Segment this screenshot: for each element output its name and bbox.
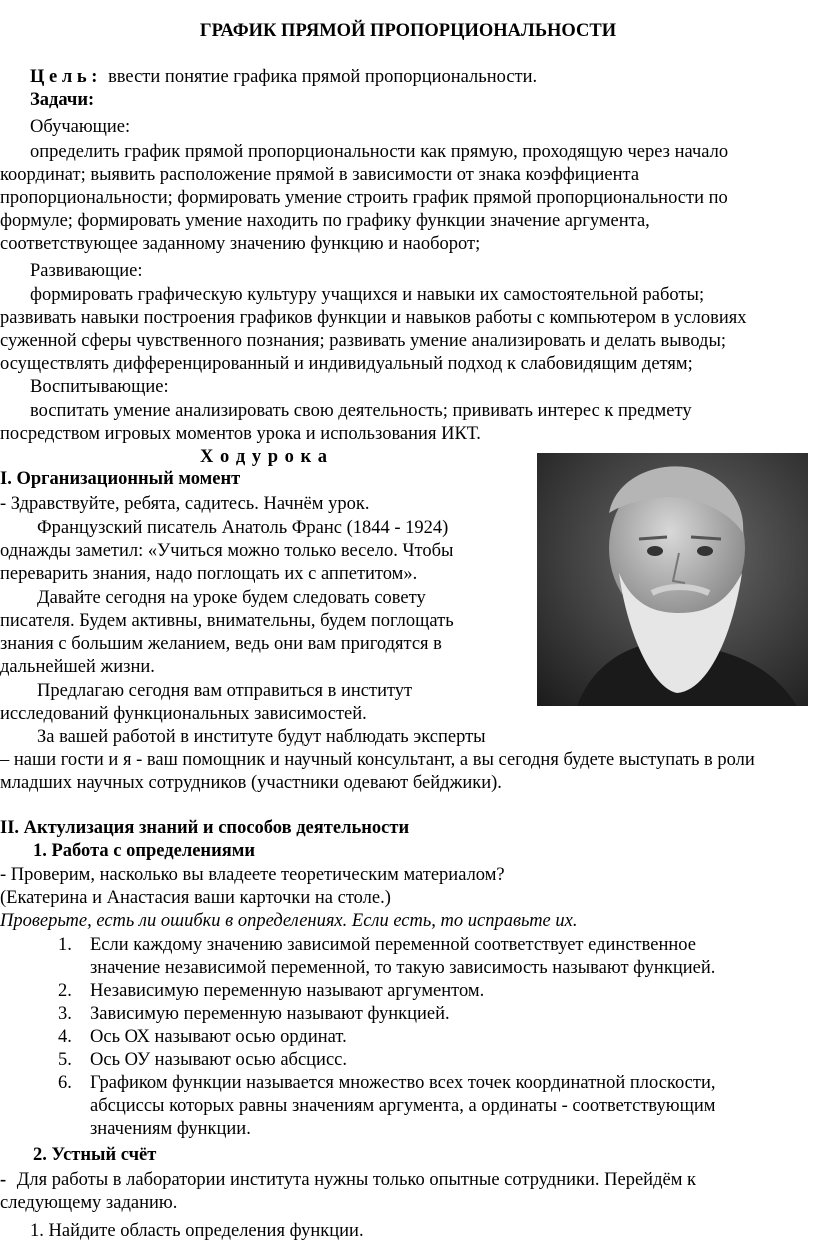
portrait-image	[537, 453, 808, 706]
section-educational-label: Обучающие:	[30, 117, 131, 137]
list-text: Если каждому значению зависимой переменной соответствует единственное	[90, 935, 696, 955]
tasks-label: Задачи:	[30, 90, 95, 110]
lab-text: Для работы в лаборатории института нужны только опытные сотрудники. Перейдём к	[16, 1170, 697, 1190]
educational-line: координат; выявить расположение прямой в зависимости от знака коэффициента	[0, 165, 640, 185]
part2-instruction: Проверьте, есть ли ошибки в определениях. Если есть, то исправьте их.	[0, 911, 578, 931]
developing-line: осуществлять дифференцированный и индивидуальный подход к слабовидящим детям;	[0, 354, 693, 374]
part1-line: однажды заметил: «Учиться можно только весело. Чтобы	[0, 541, 454, 561]
page-title: ГРАФИК ПРЯМОЙ ПРОПОРЦИОНАЛЬНОСТИ	[199, 21, 617, 41]
section-developing-label: Развивающие:	[30, 261, 143, 281]
part1-heading: I. Организационный момент	[0, 469, 241, 489]
part1-line: писателя. Будем активны, внимательны, будем поглощать	[0, 611, 454, 631]
list-text: Независимую переменную называют аргументом.	[90, 981, 485, 1001]
lab-line: следующему заданию.	[0, 1193, 178, 1213]
list-text: значениям функции.	[90, 1119, 251, 1139]
list-number: 4.	[58, 1027, 72, 1047]
developing-line: развивать навыки построения графиков функции и навыков работы с компьютером в условиях	[0, 308, 747, 328]
developing-line: суженной сферы чувственного познания; развивать умение анализировать и делать выводы;	[0, 331, 727, 351]
list-number: 6.	[58, 1073, 72, 1093]
part1-line: – наши гости и я - ваш помощник и научный консультант, а вы сегодня будете выступать в роли	[0, 750, 755, 770]
list-text: Зависимую переменную называют функцией.	[90, 1004, 450, 1024]
list-item	[0, 934, 816, 957]
list-number: 3.	[58, 1004, 72, 1024]
list-item	[0, 980, 816, 1003]
educational-line: соответствующее заданному значению функцию и наоборот;	[0, 234, 481, 254]
list-number: 2.	[58, 981, 72, 1001]
list-text: Ось ОХ называют осью ординат.	[90, 1027, 347, 1047]
list-text: Графиком функции называется множество всех точек координатной плоскости,	[90, 1073, 716, 1093]
part1-line: переварить знания, надо поглощать их с аппетитом».	[0, 564, 418, 584]
list-item	[0, 1072, 816, 1095]
lab-line	[0, 1169, 696, 1192]
list-item	[0, 1003, 816, 1026]
part2-sub1: 1. Работа с определениями	[33, 841, 255, 861]
educational-line: определить график прямой пропорциональности как прямую, проходящую через начало	[30, 142, 729, 162]
dash-mark: -	[0, 1170, 7, 1190]
part1-greeting: - Здравствуйте, ребята, садитесь. Начнём урок.	[0, 494, 370, 514]
list-number: 5.	[58, 1050, 72, 1070]
list-text: абсциссы которых равны значениям аргумента, а ординаты - соответствующим	[90, 1096, 716, 1116]
lesson-heading: Х о д у р о к а	[200, 447, 329, 467]
developing-line: формировать графическую культуру учащихся и навыки их самостоятельной работы;	[30, 285, 705, 305]
list-item	[0, 1049, 816, 1072]
part1-line: дальнейшей жизни.	[0, 657, 155, 677]
part1-line: исследований функциональных зависимостей.	[0, 704, 367, 724]
section-upbringing-label: Воспитывающие:	[30, 377, 169, 397]
part2-cards: (Екатерина и Анастасия ваши карточки на столе.)	[0, 888, 391, 908]
part1-line: знания с большим желанием, ведь они вам пригодятся в	[0, 634, 442, 654]
part1-line: Давайте сегодня на уроке будем следовать совету	[37, 588, 426, 608]
part2-heading: II. Актулизация знаний и способов деятельности	[0, 818, 410, 838]
list-number: 1.	[58, 935, 72, 955]
part2-sub2: 2. Устный счёт	[33, 1145, 157, 1165]
part1-line: Предлагаю сегодня вам отправиться в институт	[37, 681, 413, 701]
task-1: 1. Найдите область определения функции.	[30, 1221, 364, 1241]
educational-line: формуле; формировать умение находить по графику функции значение аргумента,	[0, 211, 650, 231]
part2-check: - Проверим, насколько вы владеете теоретическим материалом?	[0, 865, 505, 885]
goal-text: ввести понятие графика прямой пропорциональности.	[108, 67, 538, 87]
list-text: Ось ОУ называют осью абсцисс.	[90, 1050, 348, 1070]
list-item	[0, 1026, 816, 1049]
part1-line: Французский писатель Анатоль Франс (1844 - 1924)	[37, 518, 449, 538]
part1-line: За вашей работой в институте будут наблюдать эксперты	[37, 727, 486, 747]
goal-line	[30, 66, 537, 89]
portrait-photo	[537, 453, 808, 706]
upbringing-line: воспитать умение анализировать свою деятельность; прививать интерес к предмету	[30, 401, 692, 421]
educational-line: пропорциональности; формировать умение строить график прямой пропорциональности по	[0, 188, 728, 208]
part1-line: младших научных сотрудников (участники одевают бейджики).	[0, 773, 502, 793]
list-text: значение независимой переменной, то такую зависимость называют функцией.	[90, 958, 716, 978]
goal-label: Ц е л ь :	[30, 67, 98, 87]
upbringing-line: посредством игровых моментов урока и использования ИКТ.	[0, 424, 481, 444]
